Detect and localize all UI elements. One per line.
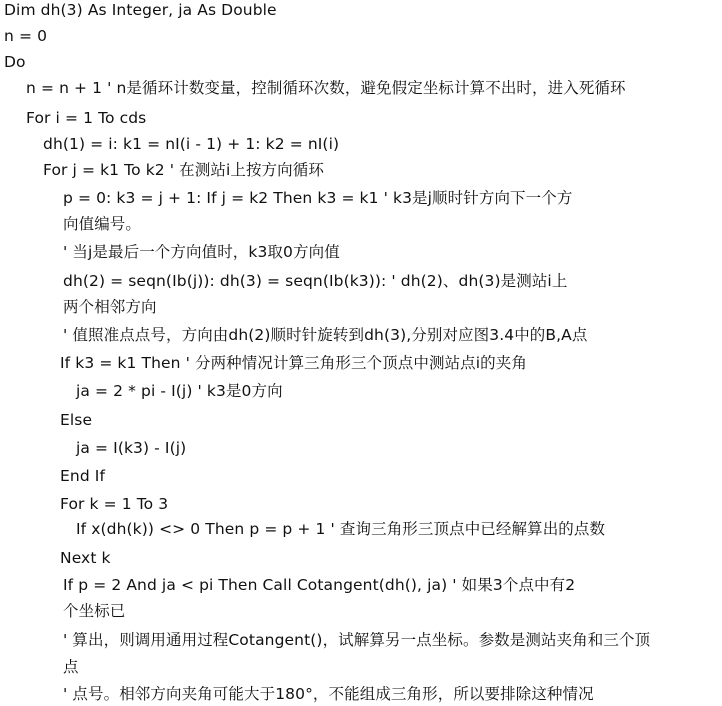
code-line: Do xyxy=(4,53,26,71)
code-line: For k = 1 To 3 xyxy=(60,495,169,513)
code-line: 个坐标已 xyxy=(63,602,126,620)
code-line: n = 0 xyxy=(4,27,48,45)
code-line: 向值编号。 xyxy=(63,215,142,233)
code-line: ja = 2 * pi - I(j) ' k3是0方向 xyxy=(76,382,283,400)
code-line: ' 点号。相邻方向夹角可能大于180°，不能组成三角形，所以要排除这种情况 xyxy=(63,685,594,703)
code-line: 两个相邻方向 xyxy=(63,298,157,316)
code-line: ' 算出，则调用通用过程Cotangent()，试解算另一点坐标。参数是测站夹角和三个顶 xyxy=(63,631,651,649)
code-line: p = 0: k3 = j + 1: If j = k2 Then k3 = k1 ' k3是j顺时针方向下一个方 xyxy=(63,189,573,207)
code-line: If x(dh(k)) <> 0 Then p = p + 1 ' 查询三角形三顶点中已经解算出的点数 xyxy=(76,520,606,538)
code-line: Else xyxy=(60,411,93,429)
code-line: ' 值照准点点号，方向由dh(2)顺时针旋转到dh(3),分别对应图3.4中的B,A点 xyxy=(63,326,588,344)
code-line: Dim dh(3) As Integer, ja As Double xyxy=(4,1,277,19)
code-line: 点 xyxy=(63,658,79,676)
code-line: If k3 = k1 Then ' 分两种情况计算三角形三个顶点中测站点i的夹角 xyxy=(60,354,527,372)
code-line: dh(2) = seqn(Ib(j)): dh(3) = seqn(Ib(k3)): ' dh(2)、dh(3)是测站i上 xyxy=(63,272,568,290)
code-line: Next k xyxy=(60,549,111,567)
code-line: For i = 1 To cds xyxy=(26,109,147,127)
code-line: n = n + 1 ' n是循环计数变量，控制循环次数，避免假定坐标计算不出时，进入死循环 xyxy=(26,79,626,97)
code-line: ja = I(k3) - I(j) xyxy=(76,439,187,457)
code-line: If p = 2 And ja < pi Then Call Cotangent(dh(), ja) ' 如果3个点中有2 xyxy=(63,576,576,594)
code-line: For j = k1 To k2 ' 在测站i上按方向循环 xyxy=(43,161,324,179)
code-line: dh(1) = i: k1 = nI(i - 1) + 1: k2 = nI(i) xyxy=(43,135,340,153)
code-line: ' 当j是最后一个方向值时，k3取0方向值 xyxy=(63,243,340,261)
code-line: End If xyxy=(60,467,106,485)
